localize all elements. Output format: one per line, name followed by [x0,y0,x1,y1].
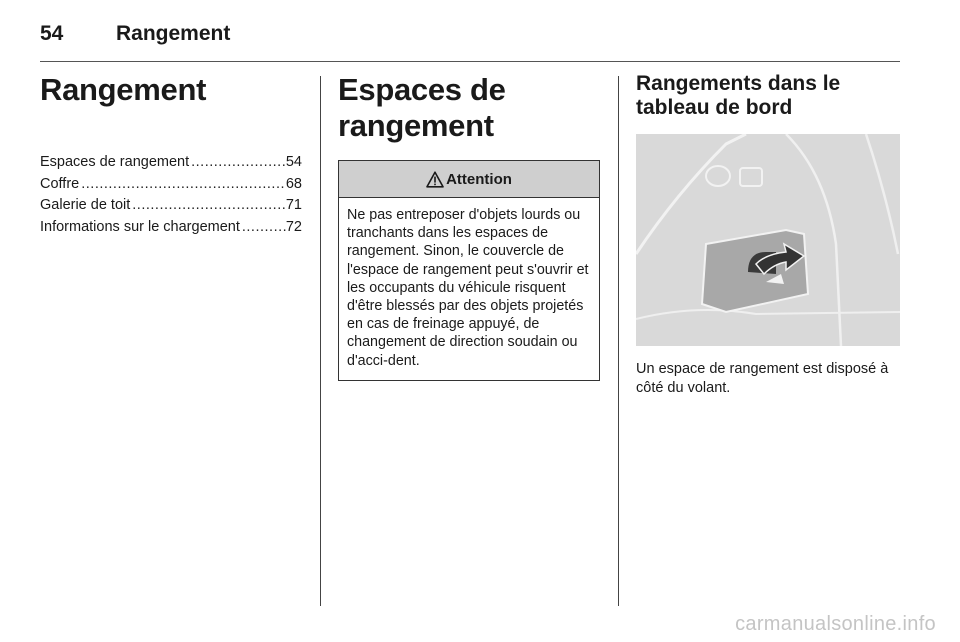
section-title: Espaces de rangement [338,72,506,143]
toc-entry-label: Informations sur le chargement [40,218,240,235]
toc-dot-leader [130,195,286,217]
toc-entry[interactable] [40,152,302,174]
warning-text: Ne pas entreposer d'objets lourds ou tranchants dans les espaces de rangement. Sinon, le couvercle de l'espace de rangement peut s'ouvrir et les occupants du véhicule risquent d'être blessés par des objets projetés en cas de freinage appuyé, de changement de direction soudain ou d'acci-dent. [347,207,589,369]
dashboard-storage-column [636,72,900,397]
toc-entry[interactable] [40,217,302,239]
toc-entry[interactable] [40,195,302,217]
dashboard-storage-illustration [636,134,900,346]
toc-entry-page: 71 [285,197,302,213]
watermark: carmanualsonline.info [735,613,936,635]
toc-dot-leader [189,152,286,174]
column-divider [618,76,619,606]
warning-triangle-icon [426,171,444,188]
header-divider [40,61,900,62]
page-header [40,18,900,58]
page-number: 54 [40,22,64,45]
toc-entry-label: Galerie de toit [40,197,131,213]
toc-dot-leader [79,174,286,196]
toc-entry-page: 54 [285,154,302,170]
warning-heading: Attention [446,170,512,188]
chapter-title: Rangement [116,22,231,45]
illustration-caption: Un espace de rangement est disposé à côté du volant. [636,361,889,396]
toc-column [40,72,302,238]
column-divider [320,76,321,606]
toc-entry-label: Coffre [40,175,80,192]
warning-header [339,161,599,198]
section-title: Rangements dans le tableau de bord [636,72,841,119]
toc-dot-leader [240,217,286,239]
storage-column [338,72,600,381]
toc-entry-page: 72 [285,218,302,235]
toc-entry-page: 68 [285,175,302,192]
toc-entry[interactable] [40,174,302,196]
warning-box [338,160,600,381]
toc-entry-label: Espaces de rangement [40,154,190,170]
table-of-contents [40,152,302,238]
section-title: Rangement [40,72,207,107]
